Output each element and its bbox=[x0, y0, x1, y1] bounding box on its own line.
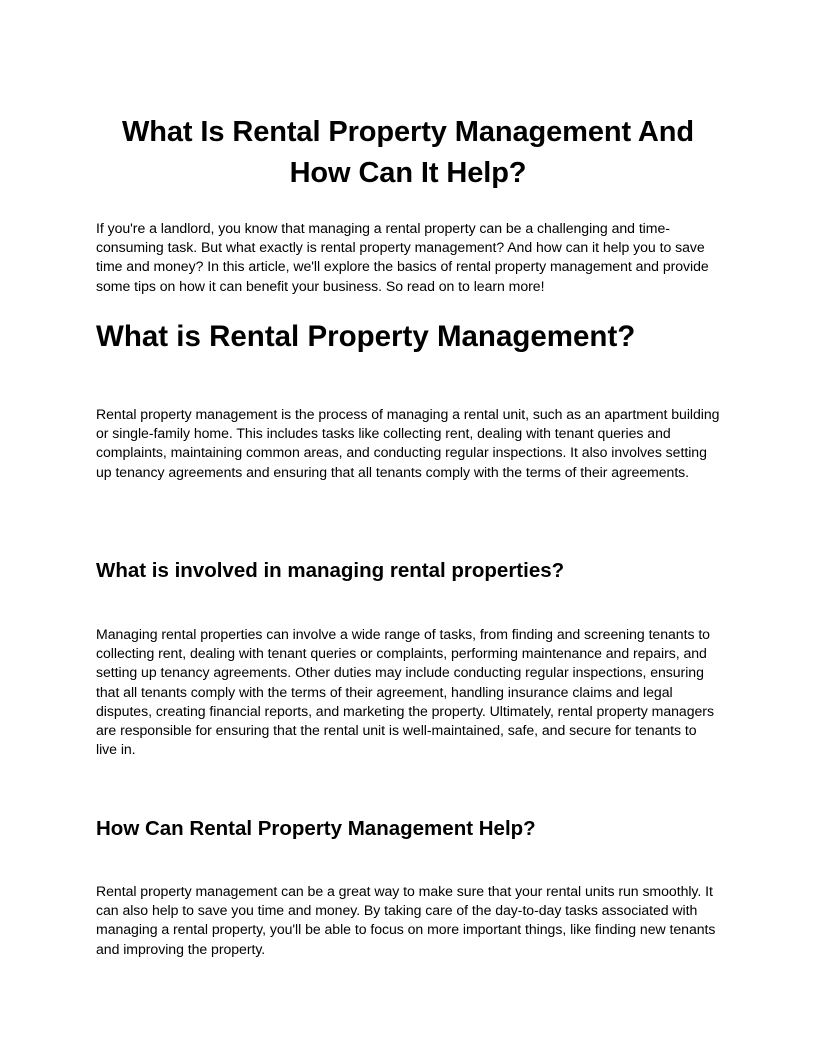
section-body-how-can-help: Rental property management can be a great way to make sure that your rental units run smoothly. It can also help to save you time and money. By taking care of the day-to-day tasks associated with managing a rental property, you'll be able to focus on more important things, like finding new tenants and improving the property. bbox=[96, 883, 716, 957]
section-body-rental-property-management: Rental property management is the process of managing a rental unit, such as an apartment building or single-family home. This includes tasks like collecting rent, dealing with tenant queries and complaints, maintaining common areas, and conducting regular inspections. It also involves setting up tenancy agreements and ensuring that all tenants comply with the terms of their agreements. bbox=[96, 406, 720, 480]
section-heading-managing-involves: What is involved in managing rental properties? bbox=[96, 559, 565, 582]
section-heading-rental-property-management: What is Rental Property Management? bbox=[96, 320, 636, 353]
section-heading-how-can-help: How Can Rental Property Management Help? bbox=[96, 817, 536, 840]
intro-paragraph: If you're a landlord, you know that managing a rental property can be a challenging and time-consuming task. But what exactly is rental property management? And how can it help you to save time and money? In this article, we'll explore the basics of rental property management and provide some tips on how it can benefit your business. So read on to learn more! bbox=[96, 220, 709, 294]
document-title: What Is Rental Property Management And How Can It Help? bbox=[122, 116, 694, 189]
section-body-managing-involves: Managing rental properties can involve a wide range of tasks, from finding and screening tenants to collecting rent, dealing with tenant queries or complaints, performing maintenance and repairs, and setting up tenancy agreements. Other duties may include conducting regular inspections, ensuring that all tenants comply with the terms of their agreement, handling insurance claims and legal disputes, creating financial reports, and marketing the property. Ultimately, rental property managers are responsible for ensuring that the rental unit is well-maintained, safe, and secure for tenants to live in. bbox=[96, 626, 714, 758]
